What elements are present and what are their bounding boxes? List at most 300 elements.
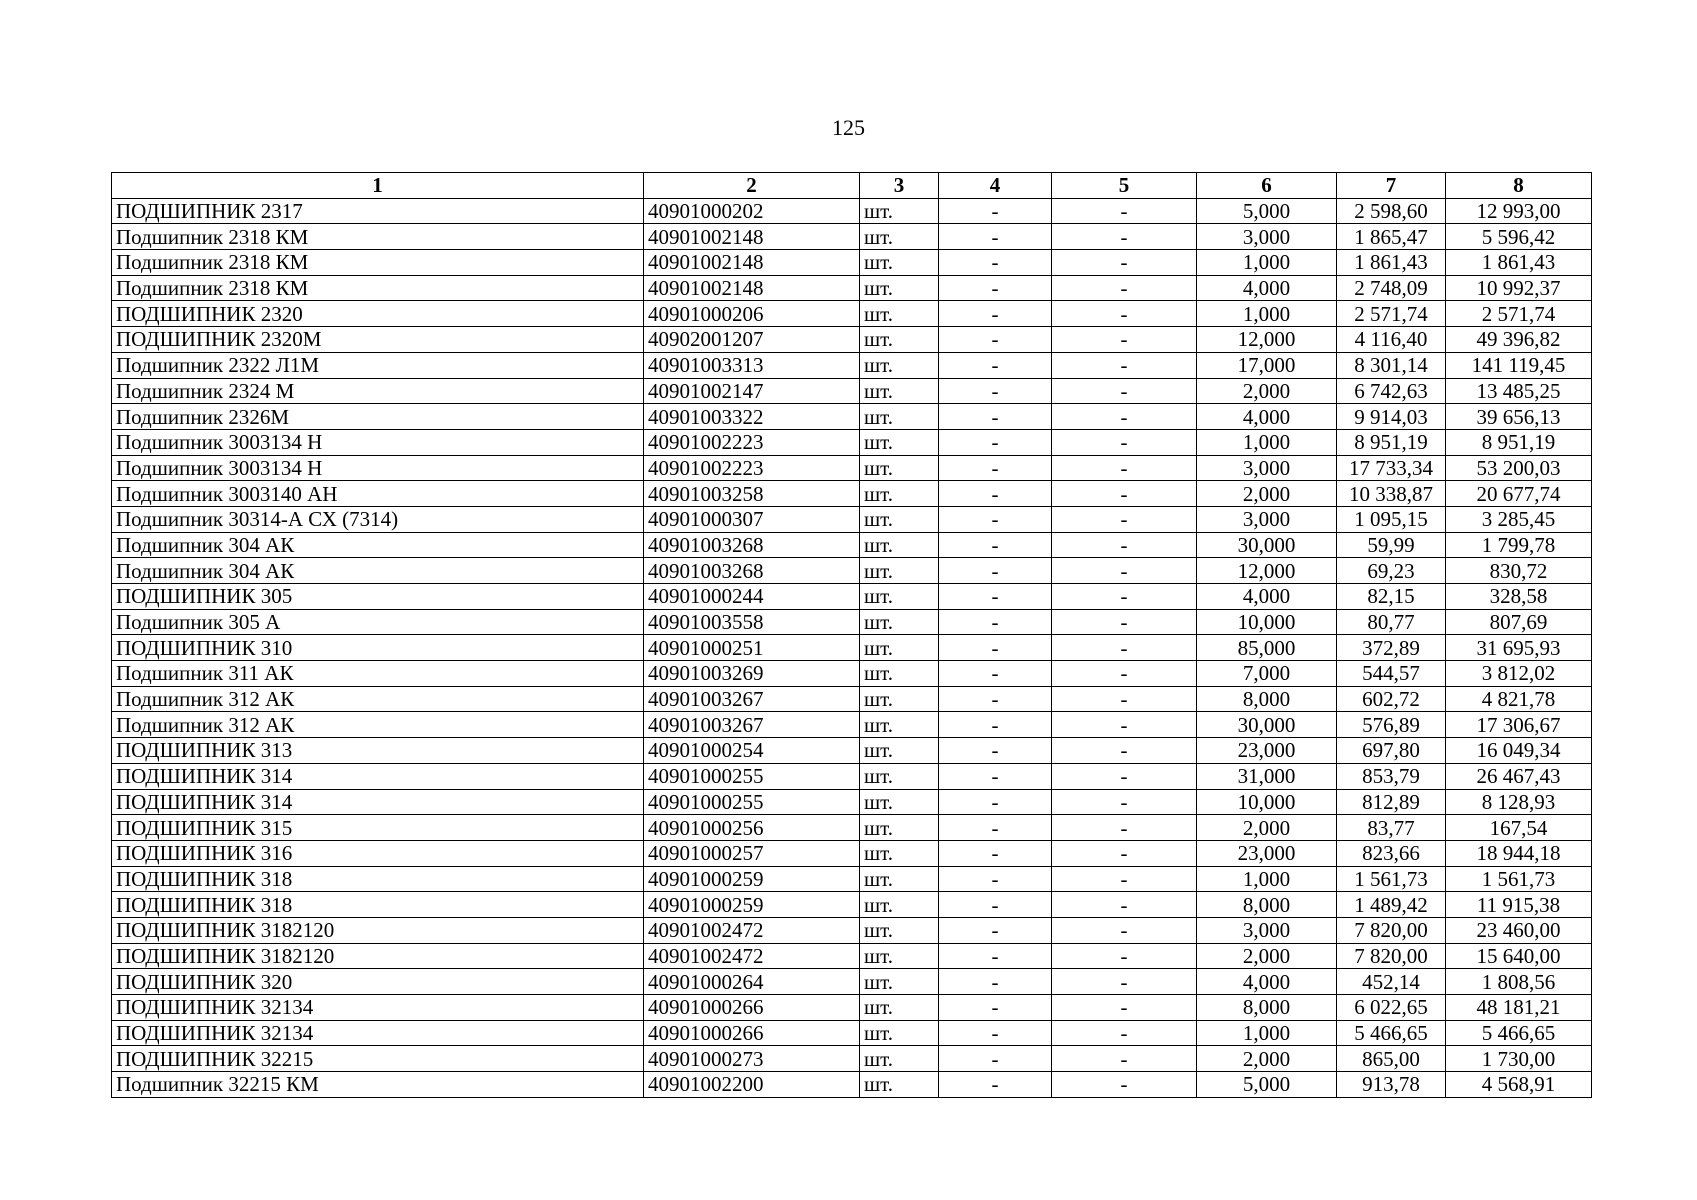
item-name-cell: Подшипник 304 АК	[112, 532, 644, 558]
col4-cell: -	[939, 866, 1052, 892]
col5-cell: -	[1052, 224, 1197, 250]
unit-cell: шт.	[860, 686, 939, 712]
item-code-cell: 40901000257	[644, 840, 860, 866]
col5-cell: -	[1052, 712, 1197, 738]
table-row	[112, 686, 1592, 712]
unit-cell: шт.	[860, 532, 939, 558]
col4-cell: -	[939, 661, 1052, 687]
price-cell: 8 301,14	[1337, 352, 1446, 378]
col5-cell: -	[1052, 584, 1197, 610]
item-name-cell: Подшипник 2318 КМ	[112, 275, 644, 301]
amount-cell: 1 799,78	[1446, 532, 1592, 558]
unit-cell: шт.	[860, 352, 939, 378]
col4-cell: -	[939, 558, 1052, 584]
amount-cell: 5 596,42	[1446, 224, 1592, 250]
price-cell: 7 820,00	[1337, 943, 1446, 969]
amount-cell: 18 944,18	[1446, 840, 1592, 866]
col5-cell: -	[1052, 943, 1197, 969]
column-header: 1	[112, 173, 644, 199]
price-cell: 576,89	[1337, 712, 1446, 738]
unit-cell: шт.	[860, 815, 939, 841]
item-code-cell: 40901002148	[644, 275, 860, 301]
table-row	[112, 378, 1592, 404]
table-row	[112, 917, 1592, 943]
price-cell: 602,72	[1337, 686, 1446, 712]
item-code-cell: 40901000273	[644, 1046, 860, 1072]
column-header: 6	[1197, 173, 1337, 199]
price-cell: 1 489,42	[1337, 892, 1446, 918]
unit-cell: шт.	[860, 584, 939, 610]
table-row	[112, 352, 1592, 378]
item-code-cell: 40901000259	[644, 866, 860, 892]
col5-cell: -	[1052, 995, 1197, 1021]
item-code-cell: 40902001207	[644, 327, 860, 353]
col4-cell: -	[939, 429, 1052, 455]
price-cell: 1 561,73	[1337, 866, 1446, 892]
item-name-cell: ПОДШИПНИК 313	[112, 738, 644, 764]
col5-cell: -	[1052, 481, 1197, 507]
amount-cell: 1 861,43	[1446, 250, 1592, 276]
item-code-cell: 40901000266	[644, 995, 860, 1021]
quantity-cell: 1,000	[1197, 1020, 1337, 1046]
col4-cell: -	[939, 250, 1052, 276]
item-name-cell: ПОДШИПНИК 2320М	[112, 327, 644, 353]
item-name-cell: Подшипник 3003140 АН	[112, 481, 644, 507]
quantity-cell: 12,000	[1197, 558, 1337, 584]
col4-cell: -	[939, 763, 1052, 789]
table-body	[112, 198, 1592, 1097]
item-code-cell: 40901003322	[644, 404, 860, 430]
item-name-cell: Подшипник 2318 КМ	[112, 224, 644, 250]
amount-cell: 1 561,73	[1446, 866, 1592, 892]
amount-cell: 49 396,82	[1446, 327, 1592, 353]
col5-cell: -	[1052, 609, 1197, 635]
unit-cell: шт.	[860, 763, 939, 789]
price-cell: 83,77	[1337, 815, 1446, 841]
col4-cell: -	[939, 275, 1052, 301]
item-name-cell: Подшипник 3003134 Н	[112, 429, 644, 455]
item-code-cell: 40901003267	[644, 712, 860, 738]
col4-cell: -	[939, 686, 1052, 712]
price-cell: 17 733,34	[1337, 455, 1446, 481]
item-code-cell: 40901003269	[644, 661, 860, 687]
amount-cell: 1 808,56	[1446, 969, 1592, 995]
col5-cell: -	[1052, 378, 1197, 404]
table-row	[112, 198, 1592, 224]
item-code-cell: 40901000264	[644, 969, 860, 995]
unit-cell: шт.	[860, 661, 939, 687]
quantity-cell: 1,000	[1197, 301, 1337, 327]
item-code-cell: 40901003313	[644, 352, 860, 378]
price-cell: 4 116,40	[1337, 327, 1446, 353]
unit-cell: шт.	[860, 481, 939, 507]
item-code-cell: 40901002223	[644, 429, 860, 455]
table-row	[112, 995, 1592, 1021]
unit-cell: шт.	[860, 429, 939, 455]
item-name-cell: ПОДШИПНИК 32134	[112, 995, 644, 1021]
col5-cell: -	[1052, 661, 1197, 687]
col5-cell: -	[1052, 1072, 1197, 1098]
amount-cell: 13 485,25	[1446, 378, 1592, 404]
col4-cell: -	[939, 943, 1052, 969]
table-row	[112, 429, 1592, 455]
unit-cell: шт.	[860, 892, 939, 918]
col4-cell: -	[939, 224, 1052, 250]
column-header: 4	[939, 173, 1052, 199]
item-code-cell: 40901003558	[644, 609, 860, 635]
quantity-cell: 5,000	[1197, 198, 1337, 224]
unit-cell: шт.	[860, 404, 939, 430]
item-name-cell: ПОДШИПНИК 305	[112, 584, 644, 610]
col5-cell: -	[1052, 455, 1197, 481]
table-row	[112, 712, 1592, 738]
item-name-cell: Подшипник 2318 КМ	[112, 250, 644, 276]
unit-cell: шт.	[860, 943, 939, 969]
quantity-cell: 8,000	[1197, 892, 1337, 918]
col4-cell: -	[939, 635, 1052, 661]
col5-cell: -	[1052, 250, 1197, 276]
quantity-cell: 1,000	[1197, 250, 1337, 276]
item-name-cell: ПОДШИПНИК 318	[112, 866, 644, 892]
page-number: 125	[832, 115, 865, 140]
item-name-cell: ПОДШИПНИК 310	[112, 635, 644, 661]
quantity-cell: 2,000	[1197, 378, 1337, 404]
table-row	[112, 866, 1592, 892]
table-row	[112, 327, 1592, 353]
price-cell: 9 914,03	[1337, 404, 1446, 430]
amount-cell: 3 285,45	[1446, 506, 1592, 532]
col5-cell: -	[1052, 352, 1197, 378]
item-code-cell: 40901003258	[644, 481, 860, 507]
item-name-cell: ПОДШИПНИК 3182120	[112, 943, 644, 969]
item-code-cell: 40901000244	[644, 584, 860, 610]
table-row	[112, 609, 1592, 635]
quantity-cell: 10,000	[1197, 789, 1337, 815]
col5-cell: -	[1052, 506, 1197, 532]
table-row	[112, 763, 1592, 789]
item-code-cell: 40901002223	[644, 455, 860, 481]
col5-cell: -	[1052, 917, 1197, 943]
amount-cell: 2 571,74	[1446, 301, 1592, 327]
col5-cell: -	[1052, 866, 1197, 892]
quantity-cell: 2,000	[1197, 1046, 1337, 1072]
quantity-cell: 4,000	[1197, 969, 1337, 995]
quantity-cell: 23,000	[1197, 840, 1337, 866]
col5-cell: -	[1052, 404, 1197, 430]
price-cell: 452,14	[1337, 969, 1446, 995]
price-cell: 913,78	[1337, 1072, 1446, 1098]
table-row	[112, 789, 1592, 815]
quantity-cell: 10,000	[1197, 609, 1337, 635]
table-row	[112, 481, 1592, 507]
table-row	[112, 532, 1592, 558]
quantity-cell: 30,000	[1197, 712, 1337, 738]
column-header: 8	[1446, 173, 1592, 199]
item-name-cell: ПОДШИПНИК 32134	[112, 1020, 644, 1046]
amount-cell: 167,54	[1446, 815, 1592, 841]
unit-cell: шт.	[860, 250, 939, 276]
col5-cell: -	[1052, 635, 1197, 661]
price-cell: 544,57	[1337, 661, 1446, 687]
price-cell: 6 022,65	[1337, 995, 1446, 1021]
item-code-cell: 40901000307	[644, 506, 860, 532]
price-cell: 80,77	[1337, 609, 1446, 635]
col4-cell: -	[939, 198, 1052, 224]
unit-cell: шт.	[860, 712, 939, 738]
item-name-cell: Подшипник 312 АК	[112, 686, 644, 712]
item-code-cell: 40901000255	[644, 763, 860, 789]
col4-cell: -	[939, 840, 1052, 866]
col4-cell: -	[939, 1072, 1052, 1098]
item-name-cell: ПОДШИПНИК 3182120	[112, 917, 644, 943]
quantity-cell: 8,000	[1197, 686, 1337, 712]
table-row	[112, 1020, 1592, 1046]
unit-cell: шт.	[860, 866, 939, 892]
price-cell: 8 951,19	[1337, 429, 1446, 455]
item-name-cell: ПОДШИПНИК 2320	[112, 301, 644, 327]
unit-cell: шт.	[860, 969, 939, 995]
col4-cell: -	[939, 789, 1052, 815]
col5-cell: -	[1052, 815, 1197, 841]
unit-cell: шт.	[860, 789, 939, 815]
col4-cell: -	[939, 609, 1052, 635]
item-name-cell: Подшипник 32215 КМ	[112, 1072, 644, 1098]
unit-cell: шт.	[860, 635, 939, 661]
col4-cell: -	[939, 738, 1052, 764]
item-code-cell: 40901000255	[644, 789, 860, 815]
quantity-cell: 4,000	[1197, 275, 1337, 301]
price-cell: 812,89	[1337, 789, 1446, 815]
col5-cell: -	[1052, 840, 1197, 866]
item-code-cell: 40901002472	[644, 943, 860, 969]
item-code-cell: 40901000256	[644, 815, 860, 841]
item-name-cell: Подшипник 2324 М	[112, 378, 644, 404]
quantity-cell: 8,000	[1197, 995, 1337, 1021]
item-code-cell: 40901000251	[644, 635, 860, 661]
table-row	[112, 635, 1592, 661]
unit-cell: шт.	[860, 1072, 939, 1098]
col5-cell: -	[1052, 558, 1197, 584]
price-cell: 10 338,87	[1337, 481, 1446, 507]
price-cell: 853,79	[1337, 763, 1446, 789]
quantity-cell: 3,000	[1197, 455, 1337, 481]
unit-cell: шт.	[860, 995, 939, 1021]
item-code-cell: 40901000266	[644, 1020, 860, 1046]
col4-cell: -	[939, 327, 1052, 353]
col4-cell: -	[939, 301, 1052, 327]
col4-cell: -	[939, 532, 1052, 558]
quantity-cell: 1,000	[1197, 866, 1337, 892]
item-code-cell: 40901002147	[644, 378, 860, 404]
quantity-cell: 30,000	[1197, 532, 1337, 558]
amount-cell: 48 181,21	[1446, 995, 1592, 1021]
amount-cell: 807,69	[1446, 609, 1592, 635]
price-cell: 7 820,00	[1337, 917, 1446, 943]
amount-cell: 328,58	[1446, 584, 1592, 610]
amount-cell: 26 467,43	[1446, 763, 1592, 789]
price-cell: 6 742,63	[1337, 378, 1446, 404]
col4-cell: -	[939, 995, 1052, 1021]
table-row	[112, 840, 1592, 866]
unit-cell: шт.	[860, 455, 939, 481]
table-row	[112, 1046, 1592, 1072]
amount-cell: 31 695,93	[1446, 635, 1592, 661]
quantity-cell: 31,000	[1197, 763, 1337, 789]
col4-cell: -	[939, 969, 1052, 995]
item-name-cell: Подшипник 30314-А СХ (7314)	[112, 506, 644, 532]
col5-cell: -	[1052, 1020, 1197, 1046]
table-row	[112, 224, 1592, 250]
item-name-cell: Подшипник 312 АК	[112, 712, 644, 738]
amount-cell: 1 730,00	[1446, 1046, 1592, 1072]
quantity-cell: 12,000	[1197, 327, 1337, 353]
col4-cell: -	[939, 917, 1052, 943]
item-name-cell: ПОДШИПНИК 32215	[112, 1046, 644, 1072]
amount-cell: 5 466,65	[1446, 1020, 1592, 1046]
price-cell: 82,15	[1337, 584, 1446, 610]
price-cell: 1 865,47	[1337, 224, 1446, 250]
col4-cell: -	[939, 892, 1052, 918]
col5-cell: -	[1052, 327, 1197, 353]
amount-cell: 8 128,93	[1446, 789, 1592, 815]
price-cell: 1 861,43	[1337, 250, 1446, 276]
price-cell: 372,89	[1337, 635, 1446, 661]
item-code-cell: 40901002472	[644, 917, 860, 943]
col4-cell: -	[939, 506, 1052, 532]
quantity-cell: 7,000	[1197, 661, 1337, 687]
item-name-cell: Подшипник 3003134 Н	[112, 455, 644, 481]
unit-cell: шт.	[860, 224, 939, 250]
quantity-cell: 23,000	[1197, 738, 1337, 764]
item-code-cell: 40901003268	[644, 532, 860, 558]
item-code-cell: 40901002148	[644, 250, 860, 276]
col5-cell: -	[1052, 738, 1197, 764]
amount-cell: 17 306,67	[1446, 712, 1592, 738]
quantity-cell: 2,000	[1197, 815, 1337, 841]
amount-cell: 12 993,00	[1446, 198, 1592, 224]
amount-cell: 3 812,02	[1446, 661, 1592, 687]
item-code-cell: 40901003267	[644, 686, 860, 712]
col5-cell: -	[1052, 198, 1197, 224]
quantity-cell: 3,000	[1197, 506, 1337, 532]
table-row	[112, 558, 1592, 584]
item-name-cell: Подшипник 311 АК	[112, 661, 644, 687]
item-name-cell: ПОДШИПНИК 316	[112, 840, 644, 866]
col5-cell: -	[1052, 429, 1197, 455]
amount-cell: 830,72	[1446, 558, 1592, 584]
table-row	[112, 815, 1592, 841]
col5-cell: -	[1052, 275, 1197, 301]
table-row	[112, 506, 1592, 532]
table-row	[112, 301, 1592, 327]
unit-cell: шт.	[860, 558, 939, 584]
col4-cell: -	[939, 1046, 1052, 1072]
price-cell: 69,23	[1337, 558, 1446, 584]
price-cell: 5 466,65	[1337, 1020, 1446, 1046]
table-row	[112, 584, 1592, 610]
item-code-cell: 40901000254	[644, 738, 860, 764]
quantity-cell: 4,000	[1197, 404, 1337, 430]
table-row	[112, 250, 1592, 276]
table-row	[112, 455, 1592, 481]
table-row	[112, 1072, 1592, 1098]
col5-cell: -	[1052, 789, 1197, 815]
item-name-cell: ПОДШИПНИК 320	[112, 969, 644, 995]
col5-cell: -	[1052, 969, 1197, 995]
price-cell: 823,66	[1337, 840, 1446, 866]
item-name-cell: ПОДШИПНИК 314	[112, 763, 644, 789]
quantity-cell: 2,000	[1197, 943, 1337, 969]
item-code-cell: 40901000259	[644, 892, 860, 918]
col4-cell: -	[939, 455, 1052, 481]
quantity-cell: 3,000	[1197, 917, 1337, 943]
unit-cell: шт.	[860, 840, 939, 866]
item-code-cell: 40901002200	[644, 1072, 860, 1098]
col4-cell: -	[939, 584, 1052, 610]
amount-cell: 11 915,38	[1446, 892, 1592, 918]
item-name-cell: Подшипник 2322 Л1М	[112, 352, 644, 378]
col4-cell: -	[939, 712, 1052, 738]
quantity-cell: 4,000	[1197, 584, 1337, 610]
column-header: 2	[644, 173, 860, 199]
header-row	[112, 173, 1592, 199]
col5-cell: -	[1052, 1046, 1197, 1072]
unit-cell: шт.	[860, 198, 939, 224]
price-cell: 1 095,15	[1337, 506, 1446, 532]
quantity-cell: 17,000	[1197, 352, 1337, 378]
col4-cell: -	[939, 352, 1052, 378]
col4-cell: -	[939, 481, 1052, 507]
unit-cell: шт.	[860, 275, 939, 301]
item-code-cell: 40901000202	[644, 198, 860, 224]
amount-cell: 53 200,03	[1446, 455, 1592, 481]
table-row	[112, 943, 1592, 969]
table-row	[112, 275, 1592, 301]
table-row	[112, 404, 1592, 430]
price-cell: 2 571,74	[1337, 301, 1446, 327]
quantity-cell: 5,000	[1197, 1072, 1337, 1098]
unit-cell: шт.	[860, 378, 939, 404]
unit-cell: шт.	[860, 1046, 939, 1072]
col5-cell: -	[1052, 301, 1197, 327]
col5-cell: -	[1052, 892, 1197, 918]
col4-cell: -	[939, 378, 1052, 404]
col4-cell: -	[939, 404, 1052, 430]
quantity-cell: 3,000	[1197, 224, 1337, 250]
item-code-cell: 40901003268	[644, 558, 860, 584]
price-cell: 2 598,60	[1337, 198, 1446, 224]
amount-cell: 4 821,78	[1446, 686, 1592, 712]
col5-cell: -	[1052, 763, 1197, 789]
price-cell: 59,99	[1337, 532, 1446, 558]
col5-cell: -	[1052, 686, 1197, 712]
unit-cell: шт.	[860, 917, 939, 943]
item-code-cell: 40901002148	[644, 224, 860, 250]
item-name-cell: ПОДШИПНИК 314	[112, 789, 644, 815]
amount-cell: 10 992,37	[1446, 275, 1592, 301]
table-row	[112, 969, 1592, 995]
price-cell: 2 748,09	[1337, 275, 1446, 301]
quantity-cell: 1,000	[1197, 429, 1337, 455]
item-name-cell: ПОДШИПНИК 318	[112, 892, 644, 918]
table-row	[112, 738, 1592, 764]
quantity-cell: 2,000	[1197, 481, 1337, 507]
unit-cell: шт.	[860, 1020, 939, 1046]
amount-cell: 15 640,00	[1446, 943, 1592, 969]
amount-cell: 141 119,45	[1446, 352, 1592, 378]
item-name-cell: Подшипник 304 АК	[112, 558, 644, 584]
table-row	[112, 661, 1592, 687]
